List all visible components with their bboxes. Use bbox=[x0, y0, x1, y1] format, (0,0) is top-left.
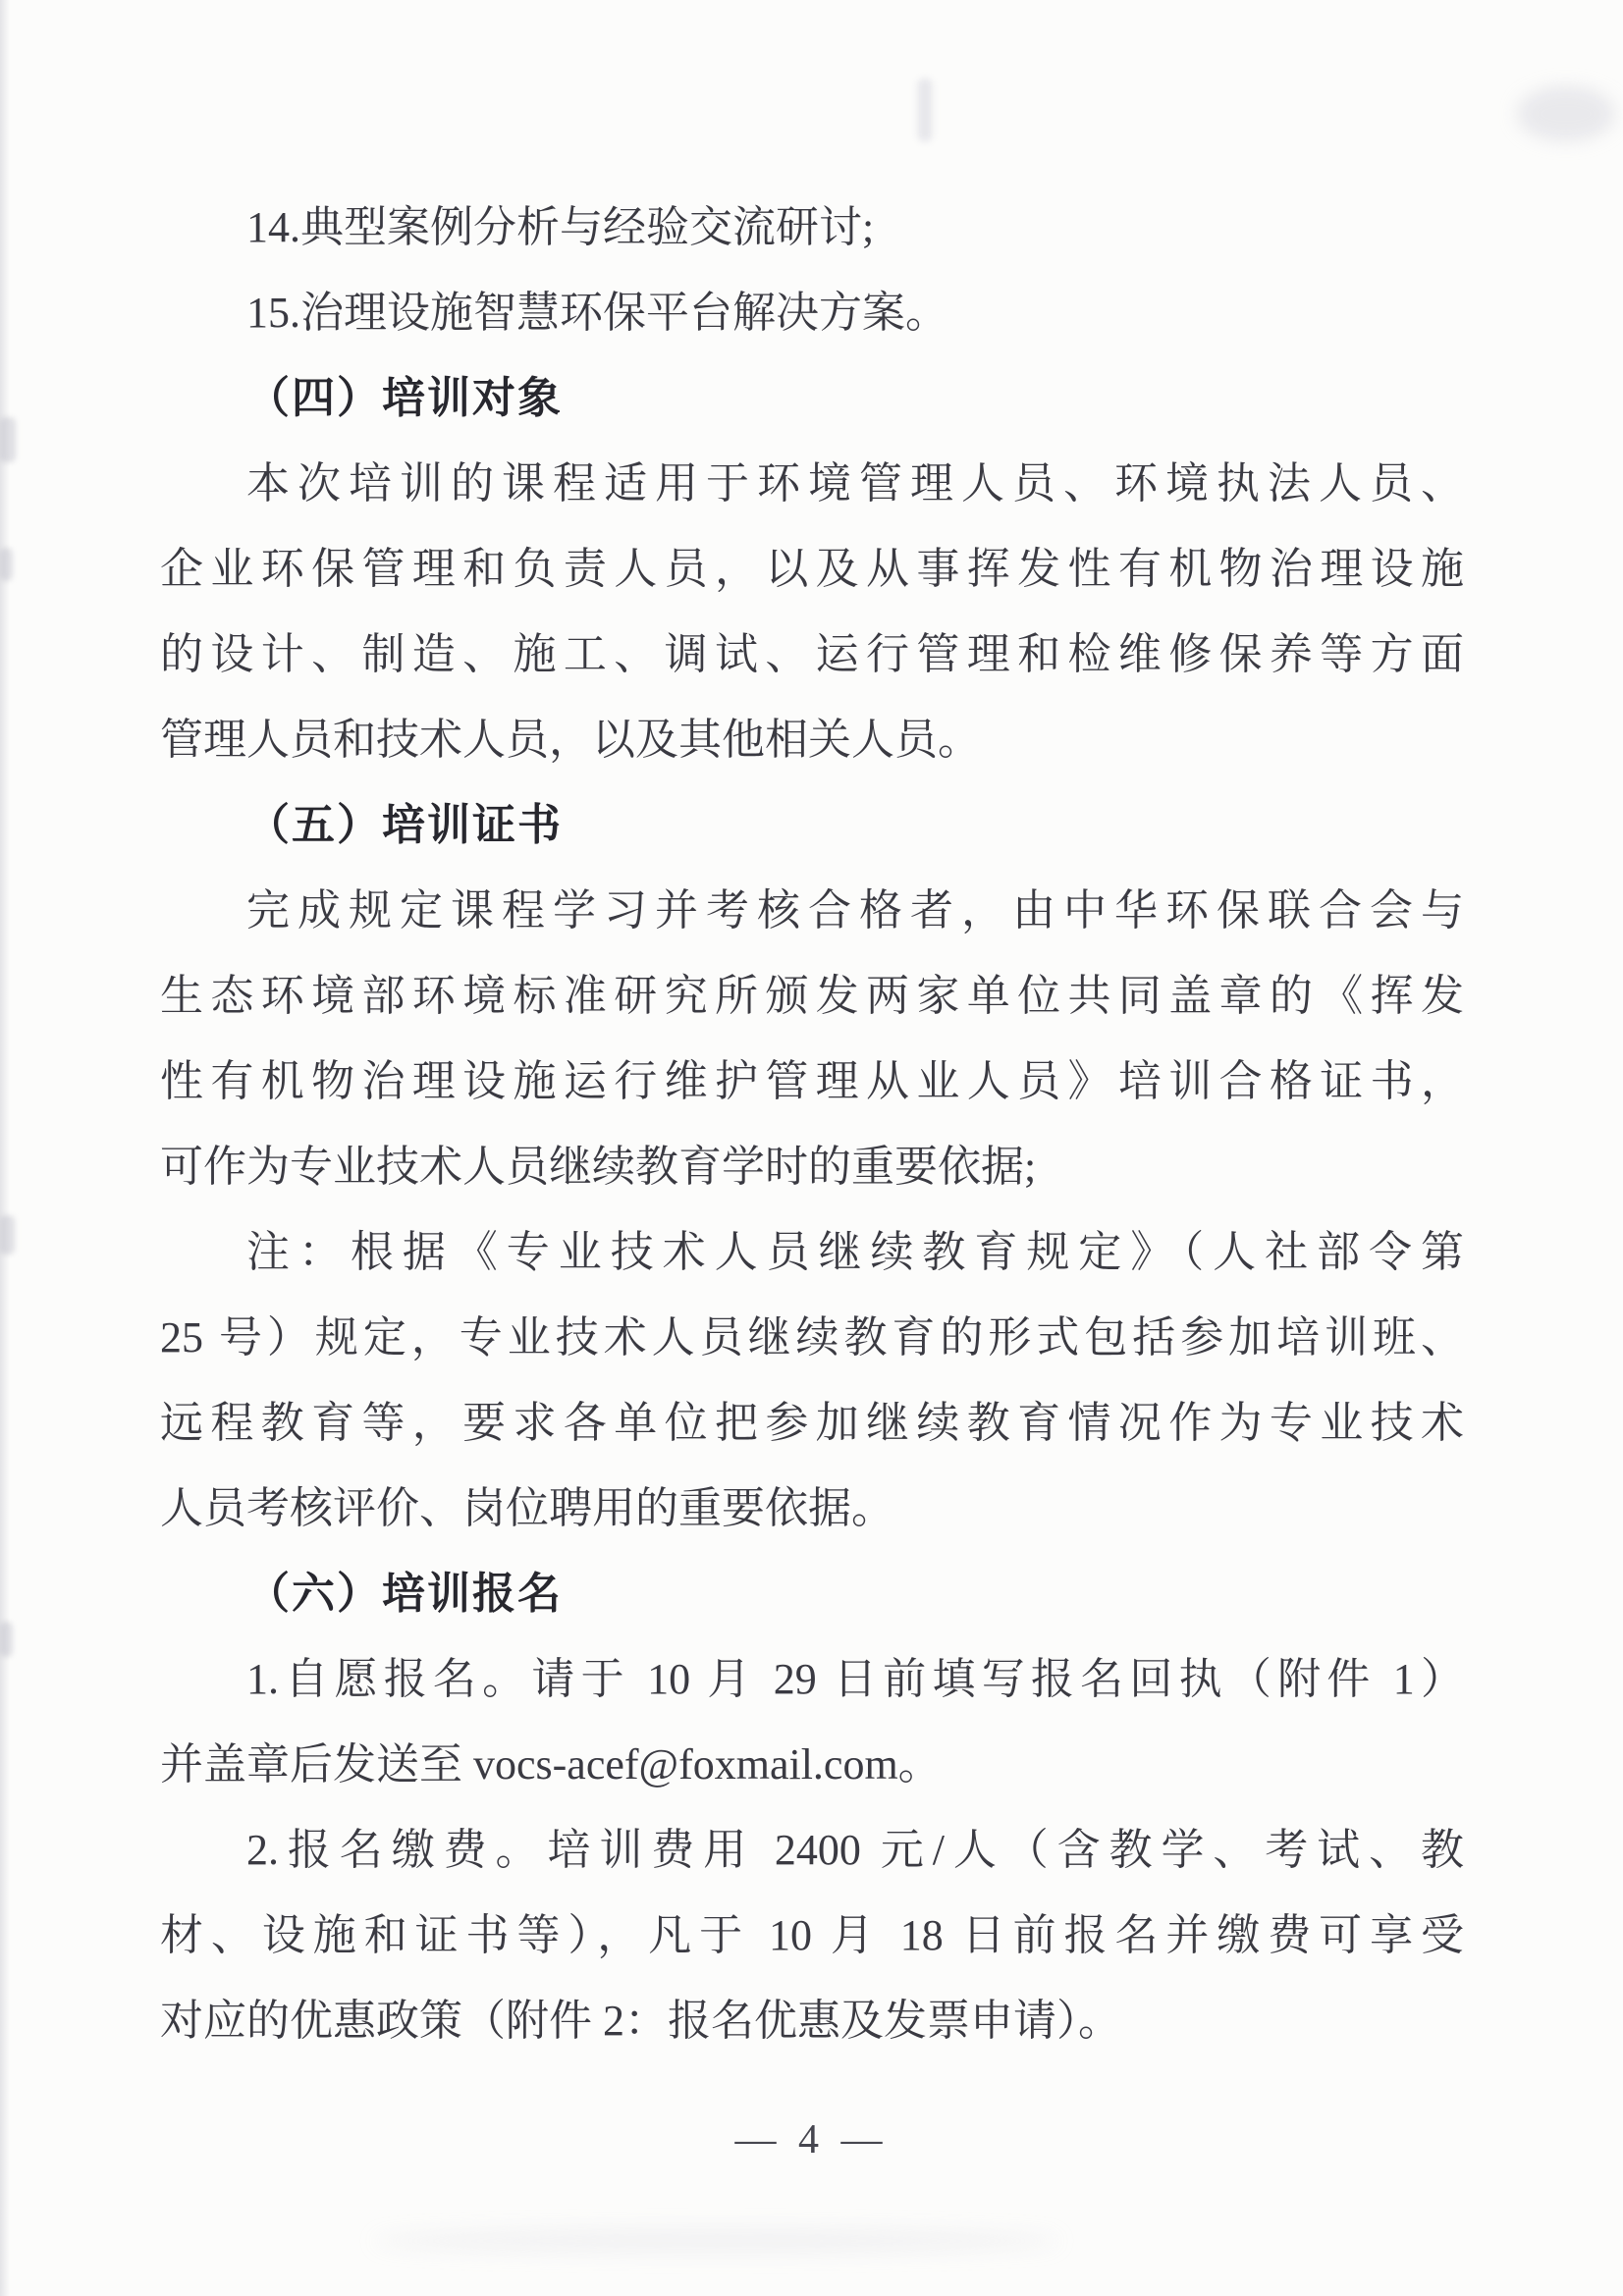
text-line: 的设计、制造、施工、调试、运行管理和检维修保养等方面 bbox=[160, 630, 1464, 678]
text-line: 生态环境部环境标准研究所颁发两家单位共同盖章的《挥发 bbox=[160, 972, 1464, 1020]
section-heading-6: （六）培训报名 bbox=[246, 1570, 563, 1618]
scan-artifact bbox=[1517, 86, 1615, 141]
text-line: 对应的优惠政策（附件 2：报名优惠及发票申请）。 bbox=[160, 1997, 1121, 2045]
scan-artifact bbox=[373, 2228, 1060, 2254]
text-line: 1.自愿报名。请于 10 月 29 日前填写报名回执（附件 1） bbox=[246, 1655, 1464, 1703]
note-line: 25 号）规定，专业技术人员继续教育的形式包括参加培训班、 bbox=[160, 1313, 1464, 1362]
page-content bbox=[160, 185, 1464, 2063]
text-line: 2.报名缴费。培训费用 2400 元/人（含教学、考试、教 bbox=[246, 1826, 1464, 1874]
text-line: 可作为专业技术人员继续教育学时的重要依据; bbox=[160, 1143, 1037, 1191]
text-line: 管理人员和技术人员，以及其他相关人员。 bbox=[160, 716, 981, 764]
scan-artifact bbox=[0, 548, 13, 581]
scan-artifact bbox=[0, 1622, 13, 1657]
scan-artifact bbox=[0, 1215, 15, 1255]
list-item-14: 14.典型案例分析与经验交流研讨; bbox=[246, 203, 875, 251]
note-line: 远程教育等，要求各单位把参加继续教育情况作为专业技术 bbox=[160, 1399, 1464, 1447]
text-line-email: 并盖章后发送至 vocs-acef@foxmail.com。 bbox=[160, 1740, 942, 1789]
note-line: 人员考核评价、岗位聘用的重要依据。 bbox=[160, 1484, 894, 1532]
section-heading-4: （四）培训对象 bbox=[246, 374, 563, 422]
scan-artifact bbox=[918, 79, 932, 141]
text-line: 本次培训的课程适用于环境管理人员、环境执法人员、 bbox=[246, 459, 1464, 507]
text-line: 材、设施和证书等），凡于 10 月 18 日前报名并缴费可享受 bbox=[160, 1911, 1464, 1959]
page-number: — 4 — bbox=[734, 2117, 889, 2163]
note-line: 注：根据《专业技术人员继续教育规定》（人社部令第 bbox=[246, 1228, 1464, 1276]
scan-artifact bbox=[0, 417, 16, 462]
text-line: 企业环保管理和负责人员，以及从事挥发性有机物治理设施 bbox=[160, 545, 1464, 593]
list-item-15: 15.治理设施智慧环保平台解决方案。 bbox=[246, 289, 948, 337]
section-heading-5: （五）培训证书 bbox=[246, 801, 563, 849]
text-line: 性有机物治理设施运行维护管理从业人员》培训合格证书， bbox=[160, 1057, 1464, 1105]
text-line: 完成规定课程学习并考核合格者，由中华环保联合会与 bbox=[246, 886, 1464, 934]
scan-artifact-left-edge bbox=[0, 0, 10, 2296]
